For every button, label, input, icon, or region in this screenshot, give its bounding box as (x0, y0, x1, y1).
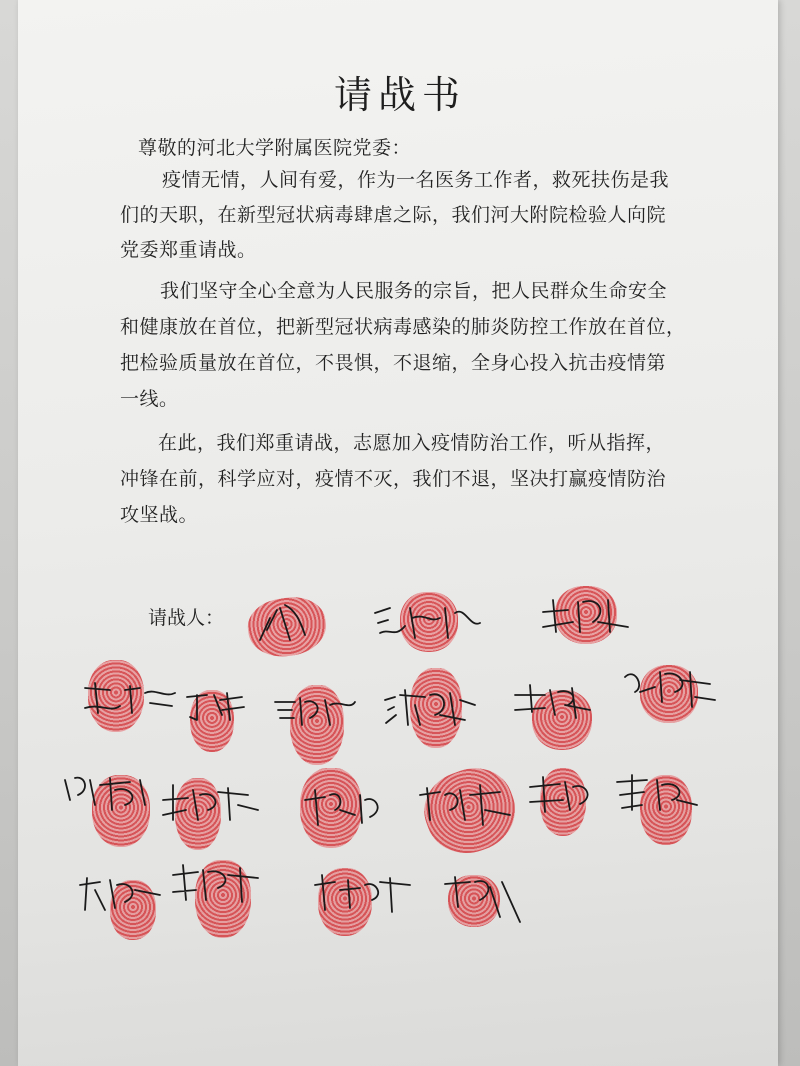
paragraph-2-line-1: 我们坚守全心全意为人民服务的宗旨，把人民群众生命安全 (160, 280, 668, 302)
handwritten-signature (60, 770, 160, 824)
handwritten-signature (525, 772, 605, 826)
handwritten-signature (80, 678, 180, 722)
handwritten-signature (270, 690, 360, 734)
handwritten-signature (370, 598, 490, 652)
paragraph-1-line-2: 们的天职，在新型冠状病毒肆虐之际，我们河大附院检验人向院 (120, 204, 667, 226)
handwritten-signature (612, 770, 702, 824)
paragraph-3-line-1: 在此，我们郑重请战，志愿加入疫情防治工作，听从指挥， (158, 432, 666, 454)
handwritten-signature (620, 662, 720, 716)
handwritten-signature (255, 600, 315, 654)
paragraph-3-line-2: 冲锋在前，科学应对，疫情不灭，我们不退，坚决打赢疫情防治 (120, 468, 667, 490)
paragraph-2-line-4: 一线。 (120, 388, 179, 410)
paragraph-2-line-2: 和健康放在首位，把新型冠状病毒感染的肺炎防控工作放在首位， (120, 316, 686, 338)
paragraph-1-line-3: 党委郑重请战。 (120, 239, 257, 261)
handwritten-signature (310, 870, 420, 924)
handwritten-signature (380, 685, 480, 739)
handwritten-signature (182, 685, 252, 729)
paragraph-3-line-3: 攻坚战。 (120, 504, 199, 526)
signer-label: 请战人： (148, 607, 225, 629)
handwritten-signature (158, 780, 268, 834)
handwritten-signature (440, 872, 530, 936)
handwritten-signature (415, 780, 515, 834)
paragraph-2-line-3: 把检验质量放在首位，不畏惧，不退缩，全身心投入抗击疫情第 (120, 352, 667, 374)
document-title: 请战书 (333, 73, 466, 117)
paragraph-1-line-1: 疫情无情，人间有爱，作为一名医务工作者，救死扶伤是我 (162, 169, 670, 191)
handwritten-signature (510, 680, 600, 724)
handwritten-signature (168, 860, 268, 914)
salutation: 尊敬的河北大学附属医院党委： (138, 137, 412, 159)
handwritten-signature (538, 592, 638, 646)
handwritten-signature (300, 785, 390, 839)
handwritten-signature (75, 870, 165, 924)
